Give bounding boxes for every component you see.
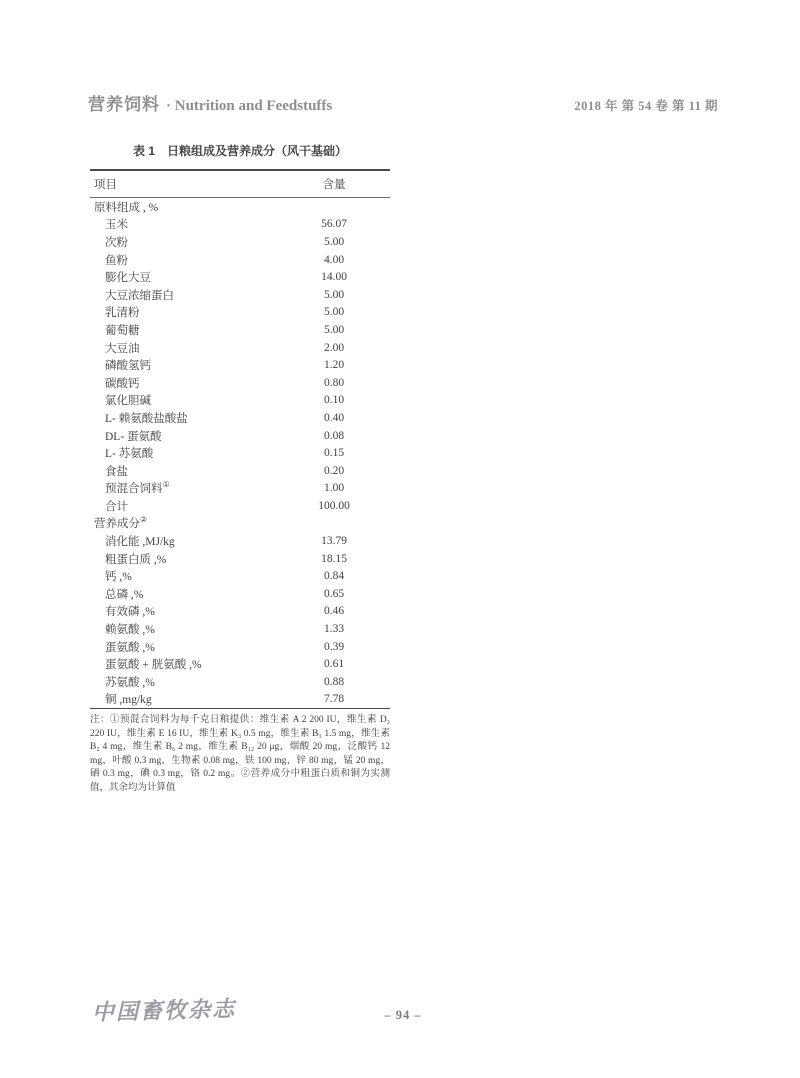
- row-item: L- 赖氨酸盐酸盐: [105, 412, 188, 425]
- row-item: 消化能 ,MJ/kg: [105, 536, 175, 549]
- row-value: 0.10: [323, 394, 345, 407]
- row-value: 0.65: [323, 587, 345, 600]
- row-item: 合计: [105, 500, 128, 513]
- row-value: 0.46: [323, 605, 345, 618]
- row-item: 乳清粉: [105, 307, 140, 320]
- row-item: 蛋氨酸 ,%: [105, 641, 155, 654]
- table-row: [90, 585, 390, 603]
- table-row: [90, 497, 390, 515]
- table-row: [90, 356, 390, 374]
- journal-title-cn: 营养饲料: [88, 95, 160, 114]
- row-value: 0.88: [323, 675, 345, 688]
- table-row: [90, 251, 390, 269]
- table1-col-item: 项目: [94, 179, 117, 191]
- row-item: 苏氨酸 ,%: [105, 676, 155, 689]
- left-column: [88, 136, 392, 817]
- row-item: 膨化大豆: [105, 272, 151, 285]
- table-row: [90, 233, 390, 251]
- row-value: 0.61: [323, 658, 345, 671]
- journal-title-en: · Nutrition and Feedstuffs: [166, 98, 333, 114]
- row-value: 2.00: [323, 341, 345, 354]
- row-value: 0.39: [323, 640, 345, 653]
- table-row: [90, 304, 390, 322]
- row-superscript: ②: [140, 515, 148, 525]
- table-row: [90, 515, 390, 533]
- row-item: DL- 蛋氨酸: [105, 430, 162, 443]
- row-value: 4.00: [323, 253, 345, 266]
- table-row: [90, 567, 390, 585]
- row-value: 0.84: [323, 570, 345, 583]
- table-row: [90, 550, 390, 568]
- page-number: – 94 –: [384, 1008, 422, 1022]
- row-item: 玉米: [105, 219, 128, 232]
- row-item: 氯化胆碱: [105, 395, 151, 408]
- row-item: 预混合饲料①: [105, 480, 170, 496]
- table-row: [90, 620, 390, 638]
- table1-body: [90, 198, 390, 708]
- table-row: [90, 603, 390, 621]
- row-item: 磷酸氢钙: [105, 360, 151, 373]
- table-row: [90, 691, 390, 709]
- row-value: 100.00: [318, 499, 350, 512]
- row-item: 碳酸钙: [105, 377, 140, 390]
- table1-note: 注：①预混合饲料为每千克日粮提供：维生素 A 2 200 IU，维生素 D₃ 220 IU，维生素 E 16 IU，维生素 K₃ 0.5 mg，维生素 B₁ 1.5 mg，维生素 B₂ 4 mg，维生素 B₆ 2 mg，维生素 B₁₂ 20 μg，烟酸 20 mg，泛酸钙 12 mg，叶酸 0.3 mg，生物素 0.08 mg，铁 100 mg，锌 80 mg，锰 20 mg，硒 0.3 mg，碘 0.3 mg，铬 0.2 mg。②营养成分中粗蛋白质和铜为实测值，其余均为计算值: [90, 715, 390, 793]
- journal-title: [88, 90, 332, 115]
- table-row: [90, 392, 390, 410]
- row-value: 7.78: [323, 693, 345, 706]
- row-item: L- 苏氨酸: [105, 448, 154, 461]
- row-value: 14.00: [321, 271, 347, 284]
- row-item: 营养成分②: [94, 515, 148, 531]
- row-item: 大豆油: [105, 342, 140, 355]
- table-row: [90, 374, 390, 392]
- row-value: 1.33: [323, 623, 345, 636]
- table-row: [90, 198, 390, 216]
- table-row: [90, 268, 390, 286]
- table1-header-row: [90, 171, 390, 198]
- row-superscript: ①: [162, 480, 170, 490]
- row-item: 大豆浓缩蛋白: [105, 289, 174, 302]
- row-value: 5.00: [323, 306, 345, 319]
- row-item: 有效磷 ,%: [105, 606, 155, 619]
- journal-logo-calligraphy: 中国畜牧杂志: [91, 996, 237, 1025]
- row-item: 粗蛋白质 ,%: [105, 553, 167, 566]
- table-row: [90, 444, 390, 462]
- table-row: [90, 216, 390, 234]
- row-value: 13.79: [321, 535, 347, 548]
- row-value: 5.00: [323, 323, 345, 336]
- table1-col-value: 含量: [322, 179, 346, 191]
- row-value: 0.08: [323, 429, 345, 442]
- row-item: 铜 ,mg/kg: [105, 694, 152, 707]
- row-item: 蛋氨酸 + 胱氨酸 ,%: [105, 659, 202, 672]
- row-item: 原料组成 , %: [94, 201, 159, 214]
- row-value: 0.40: [323, 411, 345, 424]
- table-row: [90, 655, 390, 673]
- table-row: [90, 638, 390, 656]
- table-row: [90, 286, 390, 304]
- row-item: 钙 ,%: [105, 571, 132, 584]
- table-row: [90, 409, 390, 427]
- row-value: 0.80: [323, 376, 345, 389]
- table-row: [90, 427, 390, 445]
- row-value: 1.20: [323, 359, 345, 372]
- table-row: [90, 321, 390, 339]
- table1-title: 表 1 日粮组成及营养成分（风干基础）: [132, 144, 347, 158]
- row-value: 0.15: [323, 447, 345, 460]
- row-item: 食盐: [105, 465, 128, 478]
- page-content: [88, 136, 718, 817]
- table-row: [90, 673, 390, 691]
- row-value: 5.00: [323, 235, 345, 248]
- issue-info: 2018 年 第 54 卷 第 11 期: [574, 99, 718, 113]
- row-value: 56.07: [321, 218, 347, 231]
- row-item: 葡萄糖: [105, 324, 140, 337]
- table-row: [90, 480, 390, 498]
- table-row: [90, 339, 390, 357]
- running-head: [88, 90, 718, 115]
- row-value: 5.00: [323, 288, 345, 301]
- row-value: 18.15: [321, 552, 347, 565]
- table1: [90, 169, 390, 709]
- row-value: 1.00: [323, 482, 345, 495]
- row-item: 鱼粉: [105, 254, 128, 267]
- row-item: 次粉: [105, 236, 128, 249]
- row-item: 赖氨酸 ,%: [105, 624, 155, 637]
- table-row: [90, 462, 390, 480]
- right-column: [414, 136, 718, 817]
- row-item: 总磷 ,%: [105, 588, 144, 601]
- table-row: [90, 532, 390, 550]
- row-value: 0.20: [323, 464, 345, 477]
